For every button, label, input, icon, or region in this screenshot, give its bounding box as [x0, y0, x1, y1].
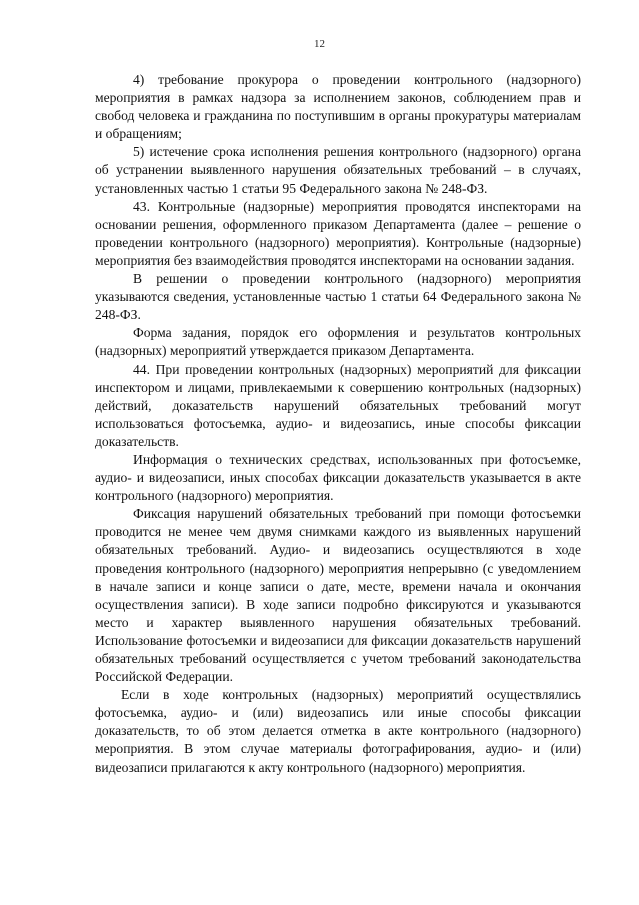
- paragraph-item-5-deadline-expiry: 5) истечение срока исполнения решения контрольного (надзорного) органа об устранении выявленного нарушения обязательных требований – в случаях, установленных частью 1 статьи 95 Федерального закона № 248-ФЗ.: [95, 144, 581, 196]
- document-body: [95, 71, 581, 777]
- paragraph-photo-fixation: Фиксация нарушений обязательных требований при помощи фотосъемки проводится не менее чем двумя снимками каждого из выявленных нарушений обязательных требований. Аудио- и видеозапись осуществляются в ходе проведения контрольного (надзорного) мероприятия непрерывно (с уведомлением в начале записи и конце записи о дате, месте, времени начала и окончания осуществления записи). В ходе записи подробно фиксируются и указываются место и характер выявленного нарушения обязательных требований. Использование фотосъемки и видеозаписи для фиксации доказательств нарушений обязательных требований осуществляется с учетом требований законодательства Российской Федерации.: [95, 506, 581, 685]
- paragraph-fixation-note-in-act: Если в ходе контрольных (надзорных) мероприятий осуществлялись фотосъемка, аудио- и (или) видеозапись или иные способы фиксации доказательств, то об этом делается отметка в акте контрольного (надзорного) мероприятия. В этом случае материалы фотографирования, аудио- и (или) видеозаписи прилагаются к акту контрольного (надзорного) мероприятия.: [95, 687, 581, 775]
- paragraph-technical-means-info: Информация о технических средствах, использованных при фотосъемке, аудио- и видеозаписи, иных способах фиксации доказательств указывается в акте контрольного (надзорного) мероприятия.: [95, 451, 581, 504]
- paragraph-decision-content: В решении о проведении контрольного (надзорного) мероприятия указываются сведения, установленные частью 1 статьи 64 Федерального закона № 248-ФЗ.: [95, 271, 581, 323]
- page-number: 12: [314, 38, 325, 50]
- paragraph-44-evidence-recording: 44. При проведении контрольных (надзорных) мероприятий для фиксации инспектором и лицами, привлекаемыми к совершению контрольных (надзорных) действий, доказательств нарушений обязательных требований могут использоваться фотосъемка, аудио- и видеозапись, иные способы фиксации доказательств.: [95, 361, 581, 449]
- paragraph-43-inspection-basis: 43. Контрольные (надзорные) мероприятия проводятся инспекторами на основании решения, оформленного приказом Департамента (далее – решение о проведении контрольного (надзорного) мероприятия). Контрольные (надзорные) мероприятия без взаимодействия проводятся инспекторами на основании задания.: [95, 198, 581, 268]
- paragraph-item-4-prosecutor-request: 4) требование прокурора о проведении контрольного (надзорного) мероприятия в рамках надзора за исполнением законов, соблюдением прав и свобод человека и гражданина по поступившим в органы прокуратуры материалам и обращениям;: [95, 72, 581, 142]
- paragraph-task-form: Форма задания, порядок его оформления и результатов контрольных (надзорных) мероприятий утверждается приказом Департамента.: [95, 325, 581, 359]
